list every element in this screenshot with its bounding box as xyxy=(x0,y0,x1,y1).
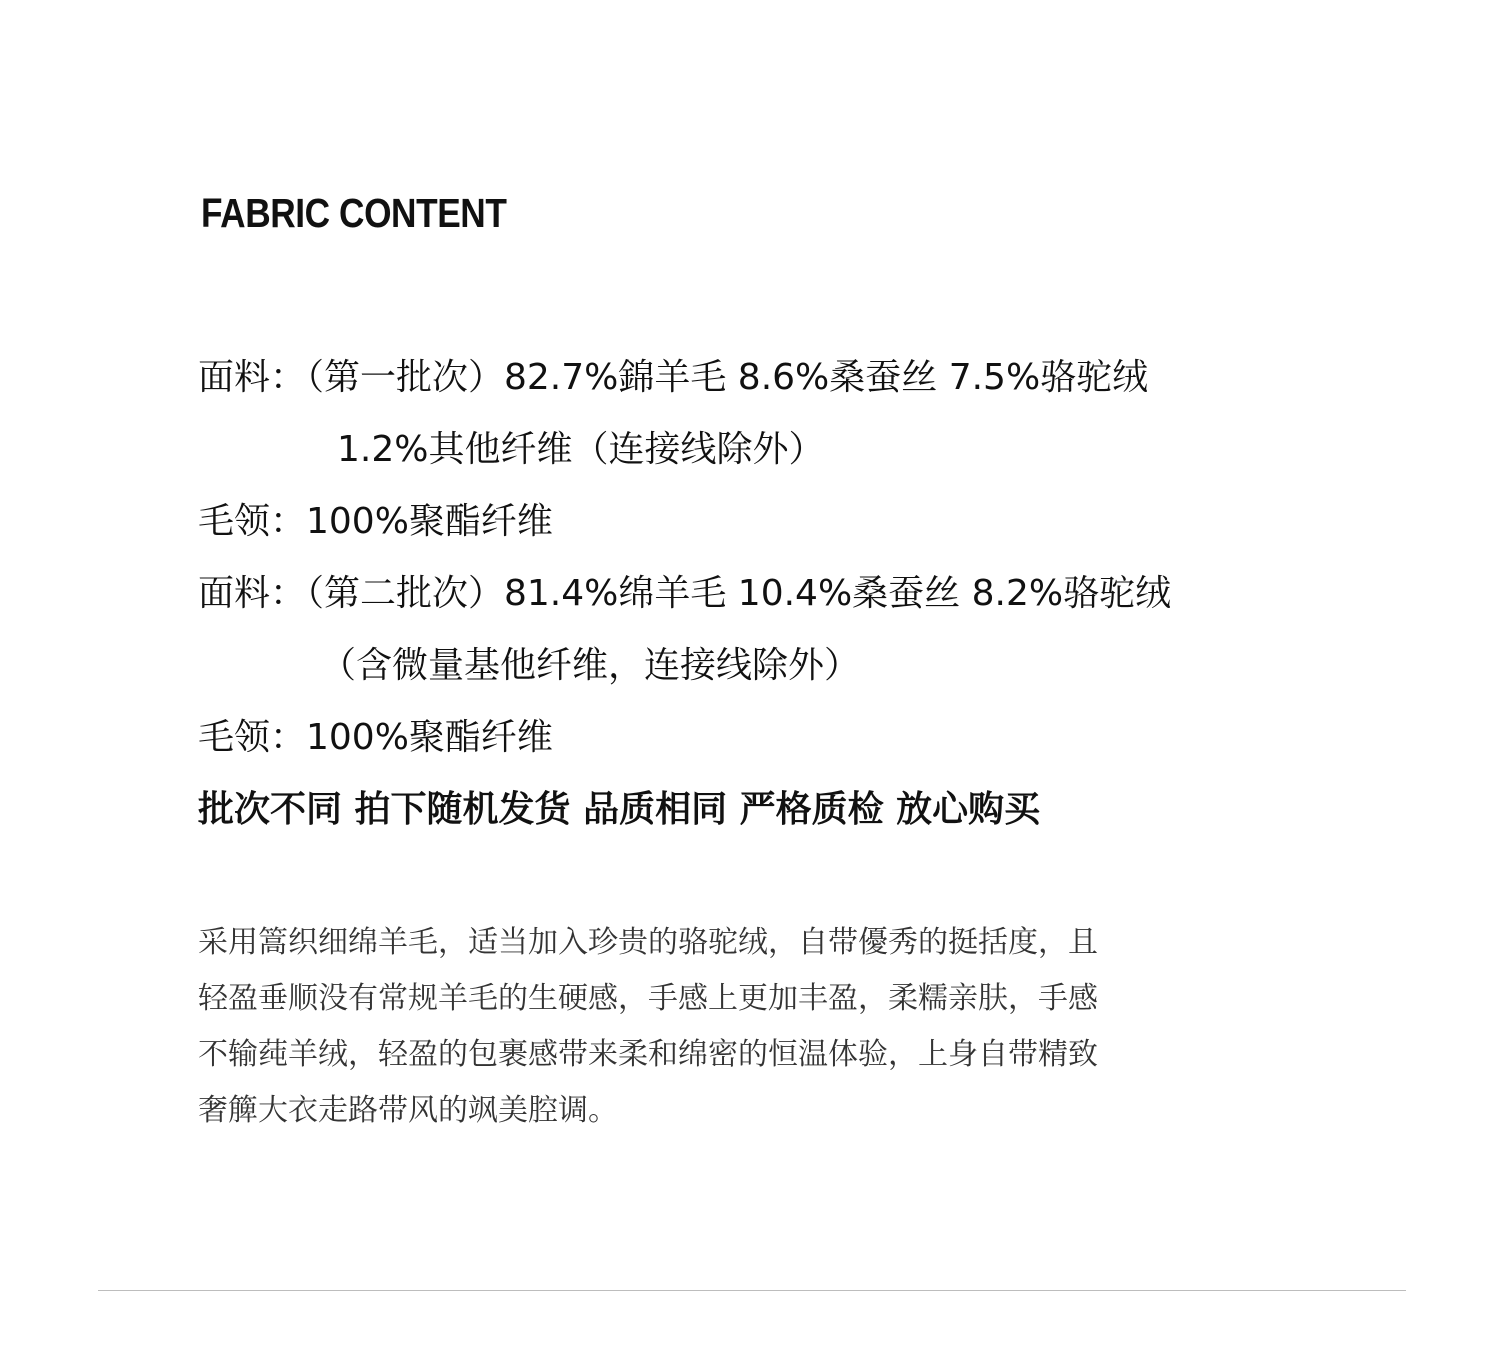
fabric-content-title: FABRIC CONTENT xyxy=(201,190,507,236)
fabric-spec-batch-one: 面料：（第一批次）82.7%錦羊毛 8.6%桑蚕丝 7.5%骆驼绒 xyxy=(198,357,1149,398)
description-line: 采用篙织细绵羊毛，适当加入珍贵的骆驼绒，自带優秀的挺括度，且 xyxy=(198,925,1098,960)
fabric-spec-batch-one-other-fibers: 1.2%其他纤维（连接线除外） xyxy=(337,429,825,470)
product-description xyxy=(198,915,1338,1139)
description-line: 奢簲大衣走路带风的飒美腔调。 xyxy=(198,1093,618,1128)
description-line: 轻盈垂顺没有常规羊毛的生硬感，手感上更加丰盈，柔糯亲肤，手感 xyxy=(198,981,1098,1016)
fabric-spec-batch-two: 面料：（第二批次）81.4%绵羊毛 10.4%桑蚕丝 8.2%骆驼绒 xyxy=(198,573,1172,614)
batch-shipping-note: 批次不同 拍下随机发货 品质相同 严格质检 放心购买 xyxy=(198,789,1041,830)
fabric-spec-batch-two-other-fibers: （含微量基他纤维，连接线除外） xyxy=(320,645,861,686)
bottom-divider xyxy=(98,1290,1406,1291)
collar-spec-batch-two: 毛领：100%聚酯纤维 xyxy=(198,717,553,758)
collar-spec-batch-one: 毛领：100%聚酯纤维 xyxy=(198,501,553,542)
description-line: 不输莼羊绒，轻盈的包裹感带来柔和绵密的恒温体验，上身自带精致 xyxy=(198,1037,1098,1072)
